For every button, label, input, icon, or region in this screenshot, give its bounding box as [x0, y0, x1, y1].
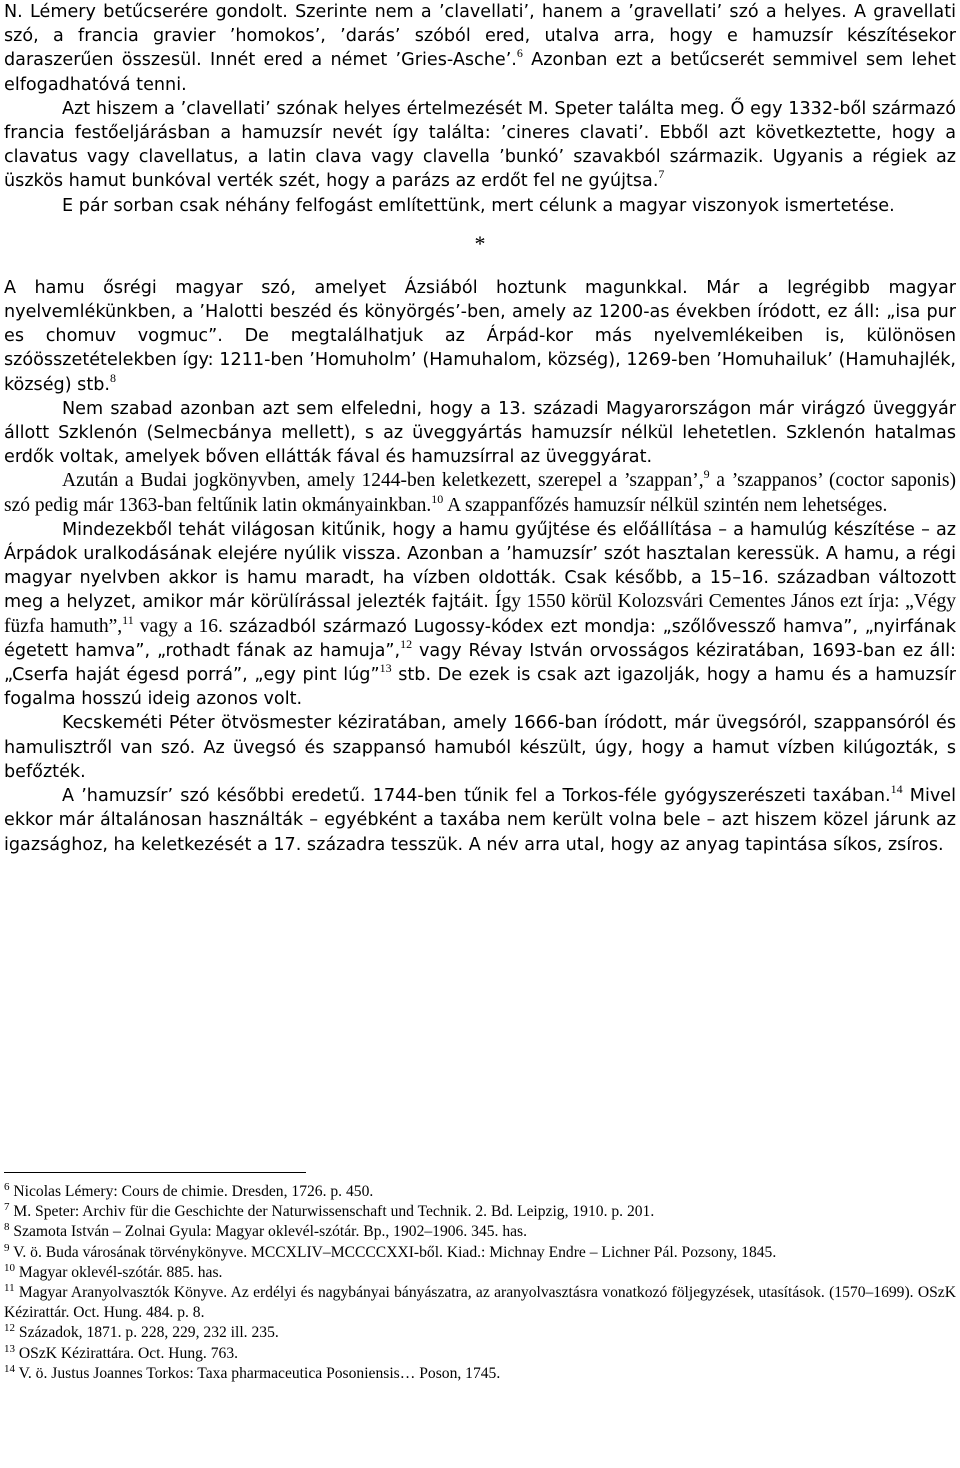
footnote-ref: 8	[110, 370, 117, 385]
text-run: Már a legrégibb magyar nyelvemlékünkben, a ’Halotti beszéd és könyörgés’-ben, amely az 1200-as években íródott, ez áll: „isa pur es chomuv vogmuc”.	[4, 277, 956, 347]
footnote	[4, 1182, 956, 1202]
paragraph	[4, 469, 956, 517]
footnote	[4, 1283, 956, 1323]
footnote-text: V. ö. Justus Joannes Torkos: Taxa pharmaceutica Posoniensis… Poson, 1745.	[15, 1364, 501, 1382]
text-run: Innét ered a német ’Gries-Asche’.	[210, 50, 517, 71]
paragraph	[4, 0, 956, 97]
text-run: Kecskeméti Péter ötvösmester kéziratában, amely 1666-ban íródott, már üvegsóról, szappansóról és hamulisztről van szó. Az üvegsó és szappansó hamuból készült, úgy, hogy a hamut vízben kilúgozták, s befőzték.	[4, 713, 956, 782]
footnote-number: 9	[4, 1241, 10, 1254]
footnote-ref: 13	[379, 661, 392, 676]
text-run: N. Lémery betűcserére gondolt. Szerinte nem a ’clavellati’, hanem a ’gravellati’ szó a helyes. A gravellati szó, a francia gravier ’homokos’, ’darás’ szóból ered, utalva arra, hogy e hamuzsír készítésekor daraszerűen összesül.	[4, 2, 956, 71]
footnote-ref: 6	[516, 46, 523, 61]
footnote-text: M. Speter: Archiv für die Geschichte der Naturwissenschaft und Technik. 2. Bd. Leipzig, 1910. p. 201.	[9, 1203, 655, 1221]
footnote-text: V. ö. Buda városának törvénykönyve. MCCXLIV–MCCCCXXI-ből. Kiad.: Michnay Endre – Lichner Pál. Pozsony, 1845.	[9, 1243, 777, 1261]
footnote-ref: 14	[890, 782, 903, 797]
footnote-text: Magyar Aranyolvasztók Könyve. Az erdélyi és nagybányai bányászatra, az aranyolvasztásra vonatkozó följegyzések, utasítások. (1570–1699). OSzK Kézirattár. Oct. Hung. 484. p. 8.	[4, 1284, 956, 1322]
footnote-number: 6	[4, 1181, 10, 1193]
text-run: stb. De ezek is csak azt igazolják, hogy a hamu és a hamuzsír fogalma hosszú ideig azonos volt.	[4, 665, 956, 710]
text-run: vagy Révay István orvosságos kéziratában, 1693-ban ez áll: „Cserfa haját égesd porrá”, „egy pint lúg”	[4, 640, 956, 686]
text-run: a ’szappanos’ (coctor saponis) szó pedig már 1363-ban feltűnik latin okmányainkban.	[4, 470, 956, 516]
footnote-rule	[4, 1172, 306, 1173]
paragraph	[4, 397, 956, 470]
paragraph	[4, 711, 956, 784]
text-run: A hamu, a régi magyar nyelvben akkor is hamu maradt, ha vízben oldották. Csak később, a 15–16. században változott meg a helyzet, amikor már körülírással jelezték fajtáit.	[4, 544, 957, 613]
footnote	[4, 1222, 956, 1242]
text-section-2	[4, 276, 956, 857]
paragraph	[4, 518, 956, 712]
footnote-ref: 10	[431, 491, 444, 506]
footnote-text: OSzK Kézirattára. Oct. Hung. 763.	[15, 1344, 239, 1362]
footnote-ref: 7	[658, 167, 665, 182]
paragraph	[4, 276, 956, 397]
footnote-number: 10	[4, 1261, 15, 1274]
footnote-number: 7	[4, 1201, 10, 1214]
text-run: Ebből azt következtette, hogy a clavatus vagy clavellatus, a latin clava vagy clavella ’bunkó’ szavakból származik. Ugyanis a régiek az üszkös hamut bunkóval verték szét, hogy a parázs az erdőt fel ne gyújtsa.	[4, 123, 956, 192]
text-run: vagy a 16.	[133, 615, 229, 637]
paragraph	[4, 97, 956, 194]
text-section-1	[4, 0, 956, 218]
text-run: A szappanfőzés hamuzsír nélkül szintén nem lehetséges.	[443, 494, 888, 516]
text-run: E pár sorban csak néhány felfogást említettünk, mert célunk a magyar viszonyok ismertetése.	[62, 195, 895, 216]
text-run: Azonban ezt a betűcserét semmivel sem lehet elfogadhatóvá tenni.	[4, 50, 957, 95]
footnote-number: 12	[4, 1322, 15, 1335]
text-run: A hamu ősrégi magyar szó, amelyet Ázsiából hoztunk magunkkal.	[4, 277, 707, 298]
footnote-ref: 12	[400, 636, 413, 651]
footnote-ref: 9	[703, 467, 710, 482]
text-run: Mivel ekkor már általánosan használták – egyébként a taxába nem került volna bele – azt hiszem közel járunk az igazsághoz, ha keletkezését a 17. századra tesszük. A név arra utal, hogy az anyag tapintása síkos, zsíros.	[4, 786, 956, 855]
footnote-number: 14	[4, 1362, 15, 1375]
text-run: A ’hamuzsír’ szó későbbi eredetű. 1744-ben tűnik fel a Torkos-féle gyógyszerészeti taxában.	[62, 786, 891, 807]
text-run: Azt hiszem a ’clavellati’ szónak helyes értelmezését M. Speter találta meg. Ő egy 1332-ből származó francia festőeljárásban a hamuzsír nevét így találta: ’cineres clavati’.	[4, 98, 956, 144]
text-run: De megtalálhatjuk az Árpád-kor más nyelvemlékeiben is, különösen szóösszetételekben így: 1211-ben ’Homuholm’ (Hamuhalom, község), 1269-ben ’Homuhailuk’ (Hamuhajlék, község) stb.	[4, 326, 956, 395]
footnote	[4, 1263, 956, 1283]
footnotes	[4, 1182, 956, 1384]
footnote	[4, 1364, 956, 1384]
footnote-text: Nicolas Lémery: Cours de chimie. Dresden, 1726. p. 450.	[9, 1183, 374, 1200]
footnote-text: Magyar oklevél-szótár. 885. has.	[15, 1263, 223, 1281]
footnote-text: Századok, 1871. p. 228, 229, 232 ill. 235.	[15, 1324, 279, 1342]
section-separator: *	[474, 230, 486, 256]
text-run: Nem szabad azonban azt sem elfeledni, hogy a 13.	[62, 398, 534, 419]
text-run: Azután a Budai jogkönyvben, amely 1244-ben keletkezett, szerepel a ’szappan’,	[62, 470, 704, 492]
footnote-number: 8	[4, 1221, 10, 1234]
paragraph	[4, 194, 956, 218]
footnote-text: Szamota István – Zolnai Gyula: Magyar oklevél-szótár. Bp., 1902–1906. 345. has.	[9, 1223, 528, 1241]
footnote	[4, 1344, 956, 1364]
text-run: századi Magyarországon már virágzó üveggyár állott Szklenón (Selmecbánya mellett), s az üveggyártás hamuzsír nélkül lehetetlen. Szklenón hatalmas erdők voltak, amelyek bőven ellátták fával és hamuzsírral az üveggyárat.	[4, 398, 956, 468]
footnote-number: 11	[4, 1282, 15, 1295]
footnote-ref: 11	[122, 612, 134, 627]
text-run: Mindezekből tehát világosan kitűnik, hogy a hamu gyűjtése és előállítása – a hamulúg készítése – az Árpádok uralkodásának elejére nyúlik vissza. Azonban a ’hamuzsír’ szót hasztalan keressük.	[4, 519, 956, 565]
footnote-number: 13	[4, 1342, 15, 1355]
footnote	[4, 1202, 956, 1222]
text-run: századból származó Lugossy-kódex ezt mondja: „szőlővessző hamva”, „nyirfának égetett hamva”, „rothadt fának az hamuja”,	[4, 616, 957, 661]
text-run: Így 1550 körül Kolozsvári Cementes János ezt írja: „Végy füzfa hamuth”,	[4, 591, 956, 637]
footnote	[4, 1323, 956, 1343]
paragraph	[4, 784, 956, 857]
footnote	[4, 1243, 956, 1263]
document-page	[4, 0, 956, 857]
